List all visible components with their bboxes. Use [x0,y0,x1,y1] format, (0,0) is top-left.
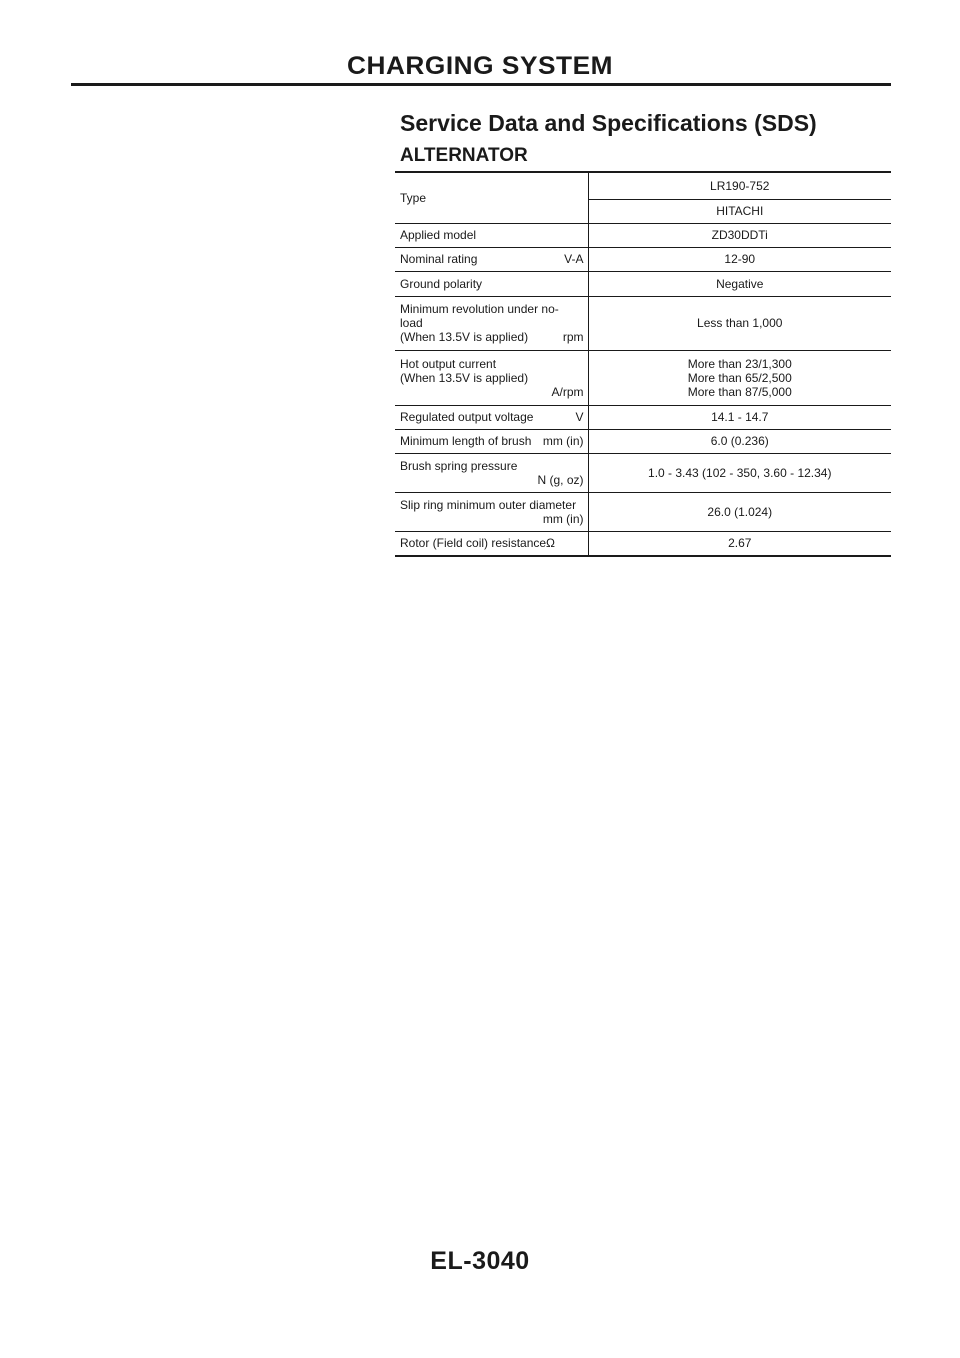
hot-output-current-value-1: More than 23/1,300 [687,356,792,371]
brush-spring-pressure-label: Brush spring pressure [400,458,518,473]
rotor-resistance-unit: Ω [546,536,556,551]
type-value-model: LR190-752 [588,172,891,199]
regulated-voltage-unit: V [575,410,584,424]
type-label: Type [395,172,588,223]
min-brush-length-value: 6.0 (0.236) [588,429,891,453]
table-row [395,172,891,199]
regulated-voltage-label: Regulated output voltage [400,410,534,424]
slip-ring-diameter-label: Slip ring minimum outer diameter [400,497,577,512]
hot-output-current-value-3: More than 87/5,000 [687,384,792,399]
page-header-title: CHARGING SYSTEM [346,52,614,80]
rotor-resistance-label-cell [395,531,588,556]
ground-polarity-label: Ground polarity [395,271,588,296]
slip-ring-diameter-unit: mm (in) [542,511,584,526]
brush-spring-pressure-unit: N (g, oz) [537,472,584,487]
table-row [395,405,891,429]
slip-ring-diameter-value: 26.0 (1.024) [588,492,891,531]
section-title: ALTERNATOR [400,145,528,166]
hot-output-current-value-2: More than 65/2,500 [687,370,792,385]
table-row [395,223,891,247]
type-value-make: HITACHI [588,199,891,223]
applied-model-label: Applied model [395,223,588,247]
nominal-rating-label: Nominal rating [400,252,478,266]
nominal-rating-unit: V-A [564,252,584,266]
min-revolution-label-line-1: Minimum revolution under no- [400,302,559,316]
slip-ring-diameter-label-cell [395,492,588,531]
document-title: Service Data and Specifications (SDS) [400,110,817,136]
table-row [395,453,891,492]
header-divider [71,83,891,86]
regulated-voltage-label-cell [395,405,588,429]
hot-output-current-label-line-1: Hot output current [400,356,497,371]
nominal-rating-value: 12-90 [588,247,891,271]
brush-spring-pressure-value: 1.0 - 3.43 (102 - 350, 3.60 - 12.34) [588,453,891,492]
min-brush-length-label-cell [395,429,588,453]
min-brush-length-label: Minimum length of brush [400,434,532,448]
hot-output-current-values [588,350,891,405]
applied-model-value: ZD30DDTi [588,223,891,247]
regulated-voltage-value: 14.1 - 14.7 [588,405,891,429]
table-row [395,531,891,556]
min-brush-length-unit: mm (in) [542,434,584,448]
table-row [395,492,891,531]
table-row [395,429,891,453]
table-row [395,247,891,271]
specifications-table [395,171,891,557]
nominal-rating-label-cell [395,247,588,271]
hot-output-current-label-line-2: (When 13.5V is applied) [400,370,529,385]
table-row [395,296,891,350]
min-revolution-condition: (When 13.5V is applied) [400,330,529,344]
min-revolution-value: Less than 1,000 [588,296,891,350]
brush-spring-pressure-label-cell [395,453,588,492]
rotor-resistance-value: 2.67 [588,531,891,556]
table-row [395,271,891,296]
hot-output-current-unit: A/rpm [551,384,584,399]
ground-polarity-value: Negative [588,271,891,296]
hot-output-current-label-cell [395,350,588,405]
min-revolution-unit: rpm [562,330,584,344]
min-revolution-label-line-2: load [400,316,423,330]
page-number: EL-3040 [430,1247,530,1275]
rotor-resistance-label: Rotor (Field coil) resistance [400,536,547,551]
table-row [395,350,891,405]
min-revolution-label-cell [395,296,588,350]
